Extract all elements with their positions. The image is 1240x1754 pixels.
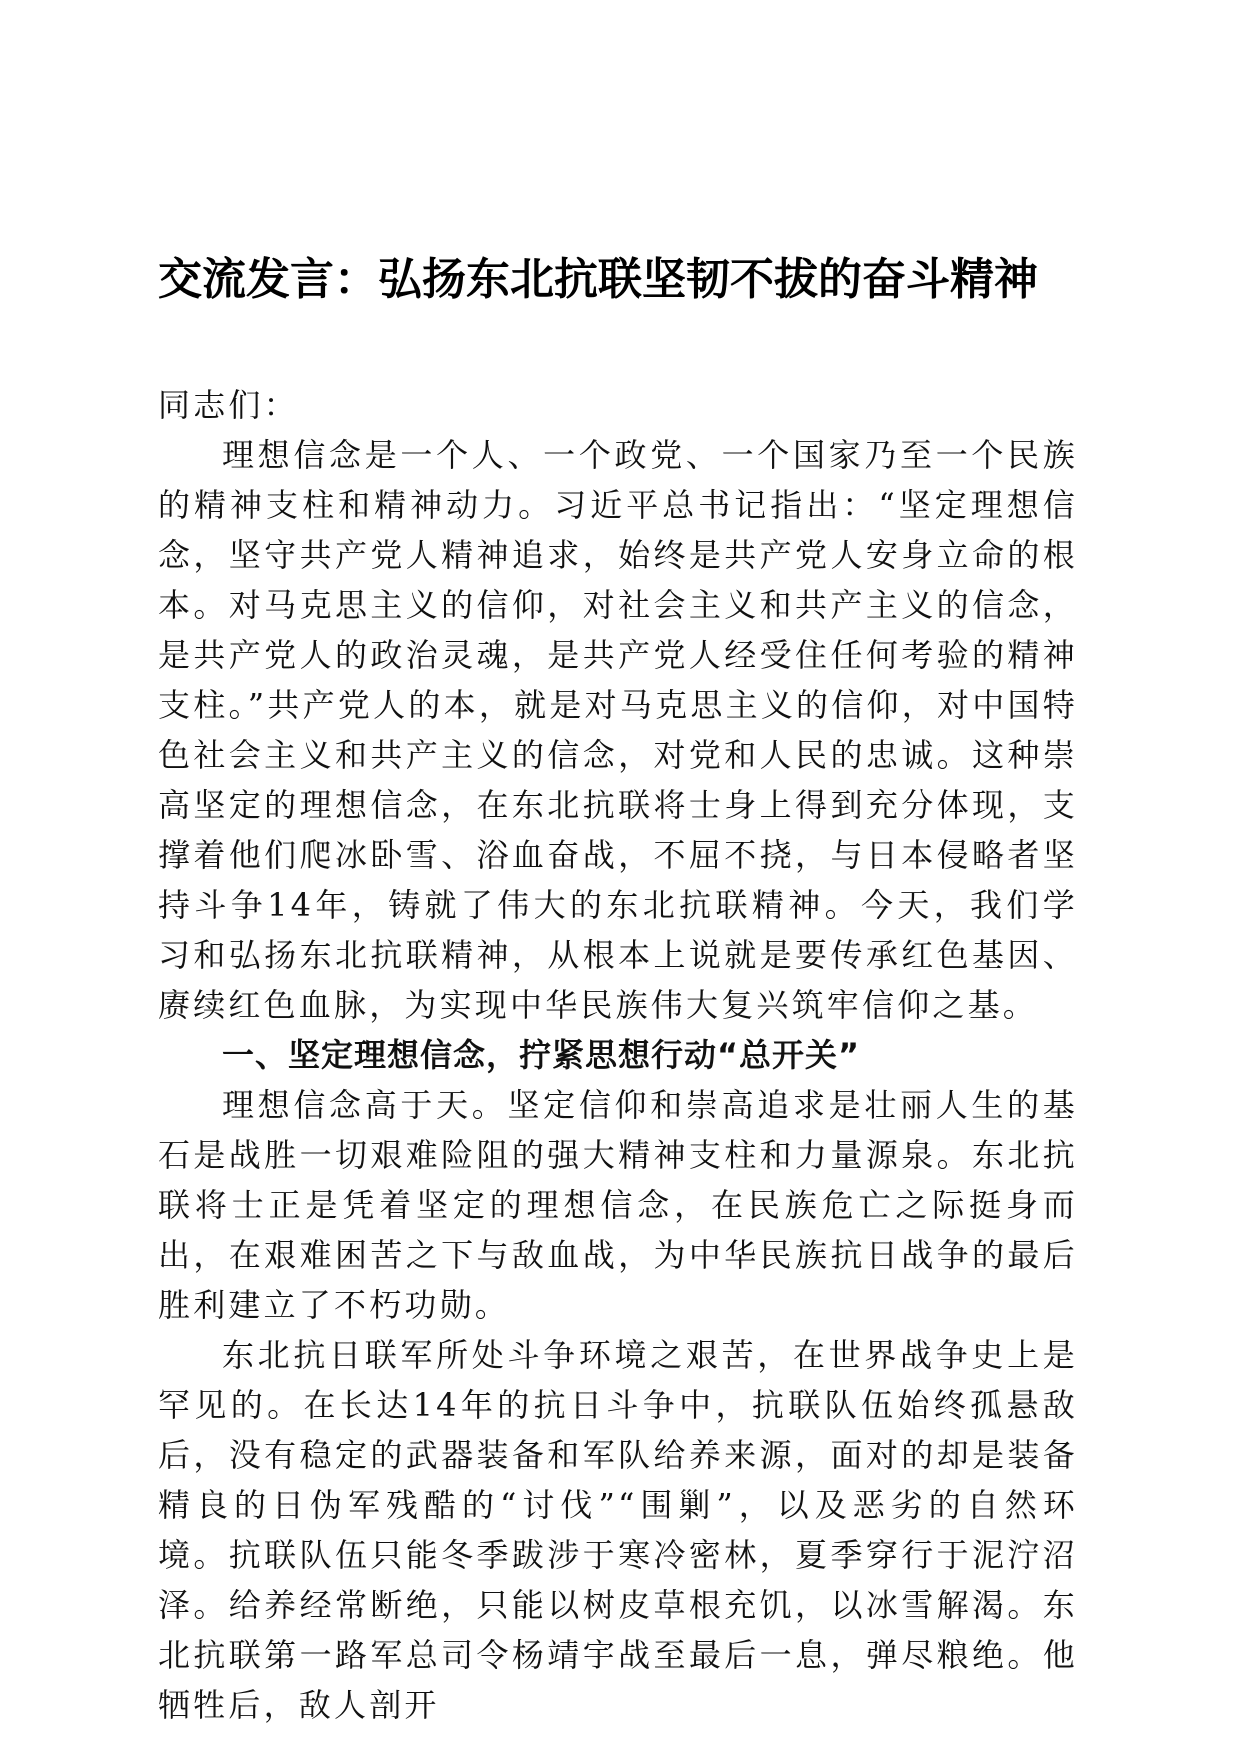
document-body (158, 380, 1078, 1730)
paragraph-section-2: 东北抗日联军所处斗争环境之艰苦，在世界战争史上是罕见的。在长达14年的抗日斗争中，抗联队伍始终孤悬敌后，没有稳定的武器装备和军队给养来源，面对的却是装备精良的日伪军残酷的“讨伐”“围剿”，以及恶劣的自然环境。抗联队伍只能冬季跋涉于寒冷密林，夏季穿行于泥泞沼泽。给养经常断绝，只能以树皮草根充饥，以冰雪解渴。东北抗联第一路军总司令杨靖宇战至最后一息，弹尽粮绝。他牺牲后，敌人剖开 (158, 1336, 1078, 1724)
salutation: 同志们： (158, 386, 299, 424)
paragraph-section-1: 理想信念高于天。坚定信仰和崇高追求是壮丽人生的基石是战胜一切艰难险阻的强大精神支柱和力量源泉。东北抗联将士正是凭着坚定的理想信念，在民族危亡之际挺身而出，在艰难困苦之下与敌血战，为中华民族抗日战争的最后胜利建立了不朽功勋。 (158, 1086, 1078, 1324)
section-heading: 一、坚定理想信念，拧紧思想行动“总开关” (222, 1036, 861, 1074)
paragraph-intro: 理想信念是一个人、一个政党、一个国家乃至一个民族的精神支柱和精神动力。习近平总书记指出：“坚定理想信念，坚守共产党人精神追求，始终是共产党人安身立命的根本。对马克思主义的信仰，对社会主义和共产主义的信念，是共产党人的政治灵魂，是共产党人经受住任何考验的精神支柱。”共产党人的本，就是对马克思主义的信仰，对中国特色社会主义和共产主义的信念，对党和人民的忠诚。这种崇高坚定的理想信念，在东北抗联将士身上得到充分体现，支撑着他们爬冰卧雪、浴血奋战，不屈不挠，与日本侵略者坚持斗争14年，铸就了伟大的东北抗联精神。今天，我们学习和弘扬东北抗联精神，从根本上说就是要传承红色基因、赓续红色血脉，为实现中华民族伟大复兴筑牢信仰之基。 (158, 436, 1078, 1024)
document-title: 交流发言：弘扬东北抗联坚韧不拔的奋斗精神 (158, 254, 1038, 305)
